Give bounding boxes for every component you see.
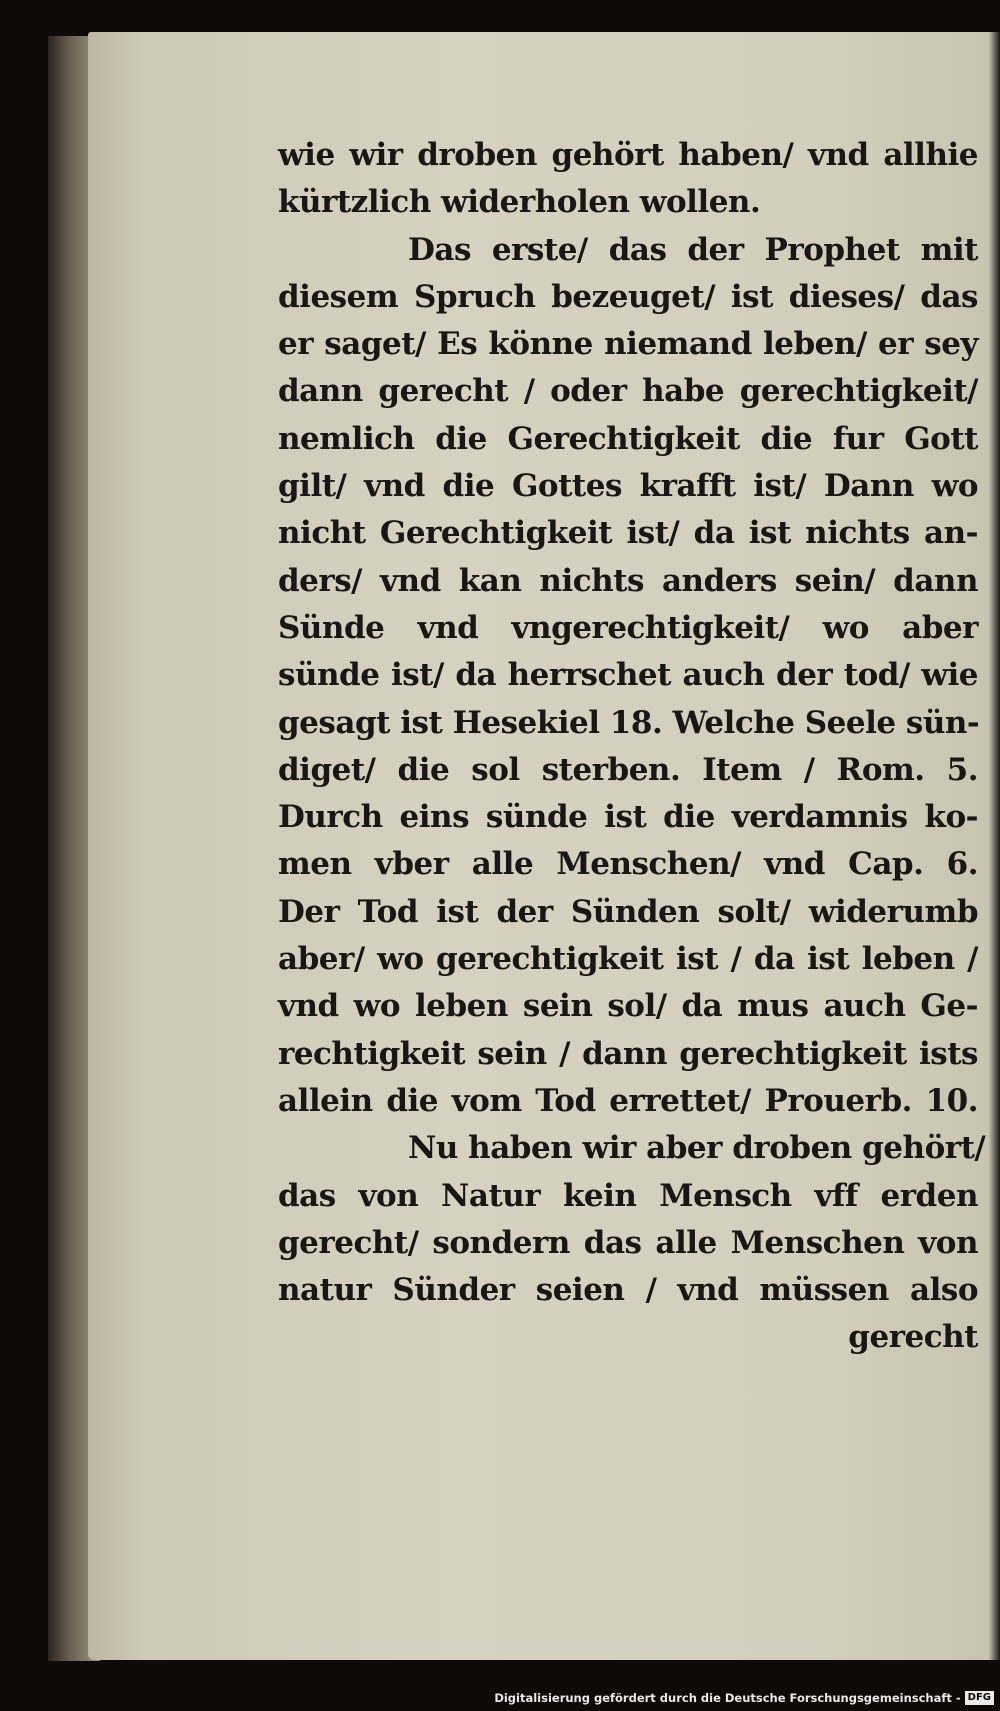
text-line: nicht Gerechtigkeit ist/ da ist nichts an- [278,515,978,552]
text-line: diget/ die sol sterben. Item / Rom. 5. [278,751,978,788]
text-line: diesem Spruch bezeuget/ ist dieses/ das [278,278,978,315]
text-line: Sünde vnd vngerechtigkeit/ wo aber [278,609,978,646]
text-line: das von Natur kein Mensch vff erden [278,1177,978,1214]
text-line: gesagt ist Hesekiel 18. Welche Seele sün- [278,704,980,741]
credit-text: Digitalisierung gefördert durch die Deutsche Forschungsgemeinschaft - [494,1691,961,1705]
digitization-credit [494,1688,994,1708]
book-page [88,32,1000,1660]
text-line: dann gerecht / oder habe gerechtigkeit/ [278,373,978,410]
page-text [278,132,986,1362]
text-line: Der Tod ist der Sünden solt/ widerumb [278,893,978,930]
text-line: gilt/ vnd die Gottes krafft ist/ Dann wo [278,468,978,505]
text-line: wie wir droben gehört haben/ vnd allhie [278,137,978,173]
text-line: Durch eins sünde ist die verdamnis ko- [278,799,978,836]
dfg-logo: DFG [965,1691,994,1705]
text-line: Nu haben wir aber droben gehört/ [408,1130,986,1167]
text-line: nemlich die Gerechtigkeit die fur Gott [278,420,978,457]
text-line: natur Sünder seien / vnd müssen also [278,1272,978,1309]
page-gutter [988,32,1000,1660]
text-line: allein die vom Tod errettet/ Prouerb. 10. [278,1082,978,1119]
text-line: kürtzlich widerholen wollen. [278,184,761,221]
text-line: aber/ wo gerechtigkeit ist / da ist leben / [278,941,978,978]
text-line: er saget/ Es könne niemand leben/ er sey [278,326,978,363]
text-line: vnd wo leben sein sol/ da mus auch Ge- [278,988,978,1025]
text-line: men vber alle Menschen/ vnd Cap. 6. [278,846,978,883]
text-line: rechtigkeit sein / dann gerechtigkeit ists [278,1035,978,1072]
text-line: sünde ist/ da herrschet auch der tod/ wie [278,657,978,694]
text-line: gerecht/ sondern das alle Menschen von [278,1224,978,1261]
catchword: gerecht [848,1319,978,1356]
text-line: Das erste/ das der Prophet mit [408,231,978,268]
text-line: ders/ vnd kan nichts anders sein/ dann [278,562,978,599]
